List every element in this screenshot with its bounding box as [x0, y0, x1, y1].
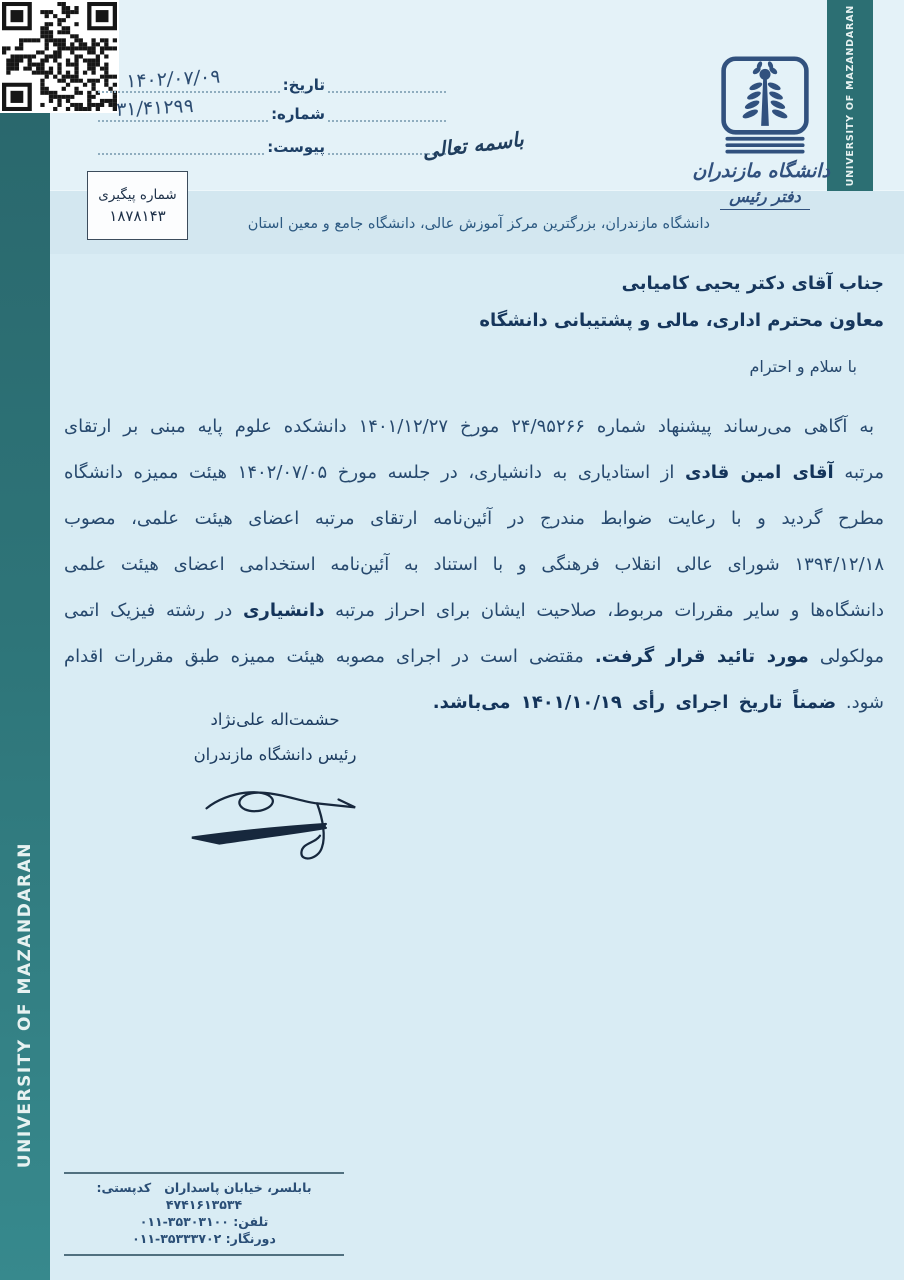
date-dotted-line-right: [328, 91, 446, 93]
right-band-label: UNIVERSITY OF MAZANDARAN: [844, 4, 856, 187]
university-logo-block: [692, 56, 830, 210]
date-label: تاریخ:: [282, 76, 325, 94]
footer-fax-line: [66, 1230, 342, 1247]
letter-body: به آگاهی می‌رساند پیشنهاد شماره ۲۴/۹۵۲۶۶ مورخ ۱۴۰۱/۱۲/۲۷ دانشکده علوم پایه مبنی بر ارتقای مرتبه آقای امین قادی از استادیاری به دانشیاری، در جلسه مورخ ۱۴۰۲/۰۷/۰۵ هیئت ممیزه دانشگاه مطرح گردید و با رعایت ضوابط مندرج در آئین‌نامه ارتقای مرتبه اعضای هیئت علمی، مصوب ۱۳۹۴/۱۲/۱۸ شورای عالی انقلاب فرهنگی و با استناد به آئین‌نامه استخدامی اعضای هیئت علمی دانشگاه‌ها و سایر مقررات مربوط، صلاحیت ایشان برای احراز مرتبه دانشیاری در رشته فیزیک اتمی مولکولی مورد تائید قرار گرفت. مقتضی است در اجرای مصوبه هیئت ممیزه طبق مقررات اقدام شود. ضمناً تاریخ اجرای رأی ۱۴۰۱/۱۰/۱۹ می‌باشد.: [64, 416, 884, 713]
recipient-title: معاون محترم اداری، مالی و پشتیبانی دانشگاه: [479, 310, 884, 331]
attachment-dotted-line: [98, 153, 264, 155]
number-dotted-line-right: [328, 120, 446, 122]
signer-title: رئیس دانشگاه مازندران: [193, 745, 357, 764]
university-logo-icon: [719, 56, 811, 159]
footer-phone-line: [66, 1213, 342, 1230]
number-value: ۳۱/۴۱۲۹۹: [115, 94, 194, 122]
left-band-text-wrap: [0, 842, 50, 1280]
footer-fax-label: دورنگار:: [225, 1231, 276, 1246]
attachment-row: [98, 126, 446, 155]
basmala-calligraphy: باسمه تعالی: [421, 126, 525, 164]
left-accent-band: [0, 113, 50, 1280]
left-band-label: UNIVERSITY OF MAZANDARAN: [15, 842, 35, 1169]
tracking-number-box: [87, 171, 188, 240]
logo-university-name: دانشگاه مازندران: [692, 160, 830, 182]
signature-scribble-icon: [173, 778, 378, 866]
footer-phone-value: ۰۱۱-۳۵۳۰۳۱۰۰: [139, 1214, 229, 1229]
tracking-number: ۱۸۷۸۱۴۳: [109, 206, 166, 225]
salutation: با سلام و احترام: [749, 357, 857, 376]
signature-block: [140, 702, 410, 866]
recipient-block: [479, 265, 884, 339]
number-dotted-line: [98, 94, 268, 122]
recipient-name: جناب آقای دکتر یحیی کامیابی: [621, 273, 884, 294]
date-row: [98, 64, 446, 93]
signer-name: حشمت‌اله علی‌نژاد: [210, 710, 340, 729]
date-dotted-line: [98, 65, 280, 93]
tracking-label: شماره پیگیری: [98, 186, 177, 203]
date-value: ۱۴۰۲/۰۷/۰۹: [125, 65, 221, 93]
number-row: [98, 93, 446, 122]
university-tagline: دانشگاه مازندران، بزرگترین مرکز آموزش عالی، دانشگاه جامع و معین استان: [247, 216, 710, 232]
footer-postal-label: کدپستی:: [96, 1180, 152, 1195]
footer-contact-block: [64, 1172, 344, 1256]
attachment-label: پیوست:: [267, 138, 325, 156]
footer-postal-value: ۴۷۴۱۶۱۳۵۳۴: [165, 1197, 243, 1212]
number-label: شماره:: [271, 105, 325, 123]
footer-phone-label: تلفن:: [233, 1214, 269, 1229]
logo-office-name: دفتر رئیس: [720, 187, 809, 210]
right-accent-band: [827, 0, 873, 191]
footer-fax-value: ۰۱۱-۳۵۳۳۳۷۰۲: [132, 1231, 222, 1246]
footer-address-line: [66, 1179, 342, 1213]
letter-meta-fields: [98, 64, 446, 155]
footer-address: بابلسر، خیابان پاسداران: [164, 1180, 312, 1195]
